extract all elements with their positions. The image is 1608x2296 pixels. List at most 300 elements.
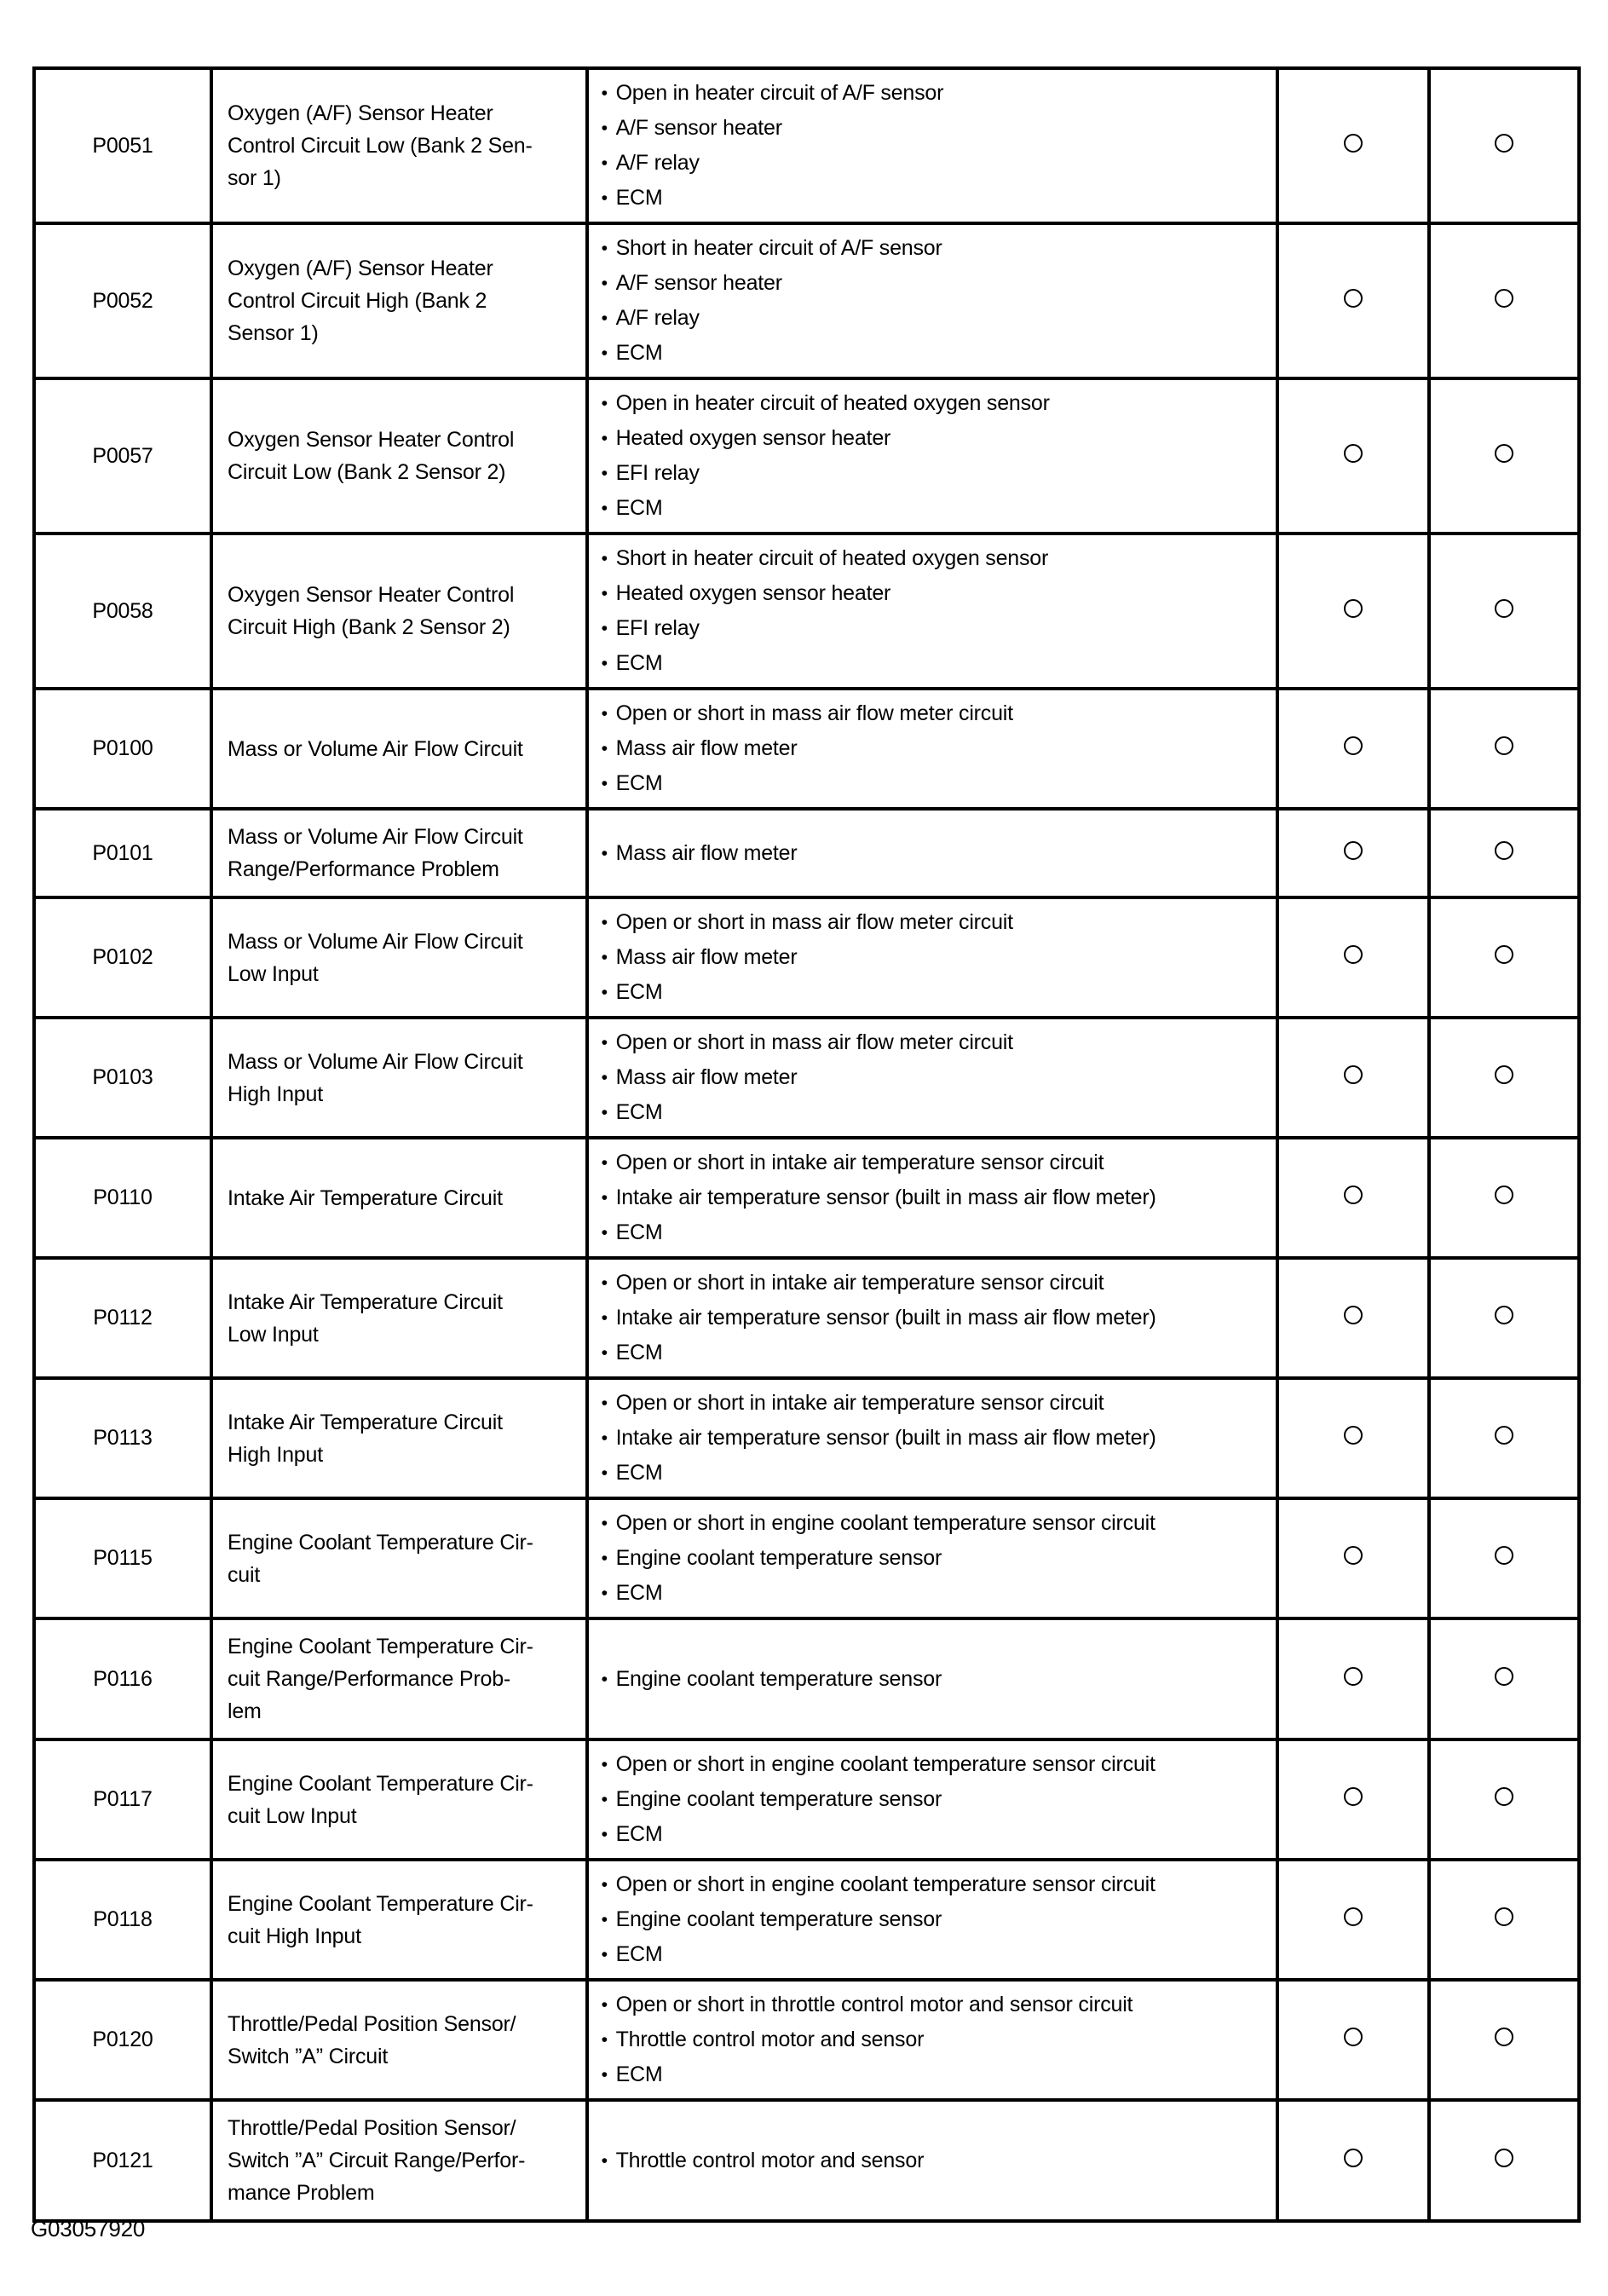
bullet-icon: • bbox=[601, 238, 608, 258]
bullet-icon: • bbox=[601, 1222, 608, 1243]
detection-item-cell bbox=[211, 68, 587, 223]
circle-marker-icon bbox=[1495, 1426, 1513, 1445]
marker-cell-2 bbox=[1429, 1018, 1579, 1138]
circle-marker-icon bbox=[1344, 1787, 1363, 1806]
circle-marker-icon bbox=[1495, 1667, 1513, 1686]
marker-cell-1 bbox=[1277, 1860, 1429, 1980]
marker-cell-2 bbox=[1429, 2100, 1579, 2221]
trouble-area-text: Open in heater circuit of heated oxygen sensor bbox=[615, 391, 1050, 415]
trouble-area-line bbox=[601, 266, 1269, 301]
detection-item-cell bbox=[211, 223, 587, 378]
detection-item-cell bbox=[211, 689, 587, 809]
trouble-area-line bbox=[601, 2022, 1269, 2057]
detection-item-line: mance Problem bbox=[228, 2181, 375, 2205]
trouble-area-text: EFI relay bbox=[615, 616, 700, 640]
marker-cell-2 bbox=[1429, 897, 1579, 1018]
dtc-code-cell: P0051 bbox=[34, 68, 211, 223]
bullet-icon: • bbox=[601, 1393, 608, 1413]
table-row bbox=[34, 1378, 1579, 1498]
trouble-area-cell bbox=[587, 897, 1277, 1018]
trouble-area-text: ECM bbox=[615, 1822, 663, 1846]
detection-item-line: Throttle/Pedal Position Sensor/ bbox=[228, 2116, 516, 2140]
table-row bbox=[34, 1980, 1579, 2100]
dtc-code-cell: P0110 bbox=[34, 1138, 211, 1258]
trouble-area-cell bbox=[587, 1618, 1277, 1739]
bullet-icon: • bbox=[601, 308, 608, 328]
circle-marker-icon bbox=[1344, 134, 1363, 153]
trouble-area-text: Open or short in intake air temperature sensor circuit bbox=[615, 1391, 1104, 1415]
bullet-icon: • bbox=[601, 1032, 608, 1053]
marker-cell-1 bbox=[1277, 1018, 1429, 1138]
trouble-area-text: ECM bbox=[615, 1581, 663, 1605]
detection-item-line: Switch ”A” Circuit bbox=[228, 2044, 389, 2068]
dtc-code-cell: P0101 bbox=[34, 809, 211, 897]
trouble-area-text: ECM bbox=[615, 2062, 663, 2086]
trouble-area-line bbox=[601, 836, 1269, 871]
trouble-area-line bbox=[601, 111, 1269, 146]
bullet-icon: • bbox=[601, 1342, 608, 1363]
detection-item-line: cuit bbox=[228, 1562, 261, 1587]
detection-item-line: Circuit Low (Bank 2 Sensor 2) bbox=[228, 460, 506, 484]
detection-item-line: Throttle/Pedal Position Sensor/ bbox=[228, 2011, 516, 2036]
circle-marker-icon bbox=[1344, 1185, 1363, 1204]
trouble-area-text: Heated oxygen sensor heater bbox=[615, 581, 891, 605]
detection-item-line: Oxygen Sensor Heater Control bbox=[228, 428, 515, 452]
circle-marker-icon bbox=[1495, 1185, 1513, 1204]
detection-item-line: High Input bbox=[228, 1082, 323, 1106]
marker-cell-2 bbox=[1429, 1739, 1579, 1860]
bullet-icon: • bbox=[601, 982, 608, 1002]
trouble-area-cell bbox=[587, 689, 1277, 809]
bullet-icon: • bbox=[601, 2029, 608, 2050]
trouble-area-line bbox=[601, 905, 1269, 940]
detection-item-cell bbox=[211, 1258, 587, 1378]
trouble-area-line bbox=[601, 975, 1269, 1010]
marker-cell-1 bbox=[1277, 534, 1429, 689]
trouble-area-line bbox=[601, 1576, 1269, 1611]
trouble-area-line bbox=[601, 2143, 1269, 2178]
trouble-area-text: Mass air flow meter bbox=[615, 736, 798, 760]
table-row bbox=[34, 68, 1579, 223]
trouble-area-text: Mass air flow meter bbox=[615, 840, 798, 865]
bullet-icon: • bbox=[601, 1067, 608, 1087]
detection-item-line: Engine Coolant Temperature Cir- bbox=[228, 1635, 533, 1659]
bullet-icon: • bbox=[601, 1462, 608, 1483]
dtc-code-cell: P0121 bbox=[34, 2100, 211, 2221]
marker-cell-2 bbox=[1429, 1860, 1579, 1980]
trouble-area-text: Throttle control motor and sensor bbox=[615, 2148, 925, 2172]
marker-cell-1 bbox=[1277, 1378, 1429, 1498]
trouble-area-line bbox=[601, 1180, 1269, 1215]
marker-cell-1 bbox=[1277, 223, 1429, 378]
detection-item-line: Intake Air Temperature Circuit bbox=[228, 1289, 503, 1314]
trouble-area-text: Open or short in engine coolant temperature sensor circuit bbox=[615, 1752, 1156, 1776]
marker-cell-2 bbox=[1429, 68, 1579, 223]
circle-marker-icon bbox=[1344, 1907, 1363, 1926]
bullet-icon: • bbox=[601, 618, 608, 638]
trouble-area-line bbox=[601, 1541, 1269, 1576]
circle-marker-icon bbox=[1495, 444, 1513, 463]
trouble-area-line bbox=[601, 1215, 1269, 1250]
table-row bbox=[34, 534, 1579, 689]
trouble-area-text: Open or short in intake air temperature sensor circuit bbox=[615, 1271, 1104, 1295]
detection-item-line: Oxygen (A/F) Sensor Heater bbox=[228, 101, 493, 125]
marker-cell-2 bbox=[1429, 1138, 1579, 1258]
detection-item-line: Low Input bbox=[228, 1322, 319, 1347]
circle-marker-icon bbox=[1344, 1306, 1363, 1324]
trouble-area-line bbox=[601, 146, 1269, 181]
trouble-area-cell bbox=[587, 1138, 1277, 1258]
bullet-icon: • bbox=[601, 1152, 608, 1173]
marker-cell-2 bbox=[1429, 1980, 1579, 2100]
circle-marker-icon bbox=[1344, 1667, 1363, 1686]
bullet-icon: • bbox=[601, 1754, 608, 1774]
marker-cell-1 bbox=[1277, 2100, 1429, 2221]
marker-cell-1 bbox=[1277, 1138, 1429, 1258]
table-row bbox=[34, 809, 1579, 897]
trouble-area-line bbox=[601, 1301, 1269, 1335]
detection-item-cell bbox=[211, 534, 587, 689]
bullet-icon: • bbox=[601, 1874, 608, 1895]
bullet-icon: • bbox=[601, 2064, 608, 2085]
detection-item-cell bbox=[211, 1018, 587, 1138]
trouble-area-line bbox=[601, 491, 1269, 526]
trouble-area-line bbox=[601, 1266, 1269, 1301]
bullet-icon: • bbox=[601, 773, 608, 793]
trouble-area-line bbox=[601, 576, 1269, 611]
detection-item-line: Oxygen (A/F) Sensor Heater bbox=[228, 257, 493, 280]
bullet-icon: • bbox=[601, 548, 608, 568]
dtc-code-cell: P0113 bbox=[34, 1378, 211, 1498]
bullet-icon: • bbox=[601, 653, 608, 673]
bullet-icon: • bbox=[601, 187, 608, 208]
bullet-icon: • bbox=[601, 1102, 608, 1122]
trouble-area-line bbox=[601, 1867, 1269, 1902]
circle-marker-icon bbox=[1495, 1065, 1513, 1084]
bullet-icon: • bbox=[601, 343, 608, 363]
trouble-area-line bbox=[601, 1937, 1269, 1972]
trouble-area-text: Intake air temperature sensor (built in mass air flow meter) bbox=[615, 1306, 1156, 1330]
marker-cell-1 bbox=[1277, 1739, 1429, 1860]
circle-marker-icon bbox=[1495, 841, 1513, 860]
bullet-icon: • bbox=[601, 2149, 608, 2171]
detection-item-line: Engine Coolant Temperature Cir- bbox=[228, 1530, 533, 1555]
bullet-icon: • bbox=[601, 1668, 608, 1689]
detection-item-cell bbox=[211, 1138, 587, 1258]
marker-cell-1 bbox=[1277, 1618, 1429, 1739]
circle-marker-icon bbox=[1495, 134, 1513, 153]
trouble-area-text: A/F relay bbox=[615, 151, 700, 175]
trouble-area-text: ECM bbox=[615, 1220, 663, 1244]
detection-item-line: Intake Air Temperature Circuit bbox=[228, 1410, 503, 1434]
table-row bbox=[34, 378, 1579, 534]
detection-item-line: cuit Range/Performance Prob- bbox=[228, 1667, 511, 1691]
bullet-icon: • bbox=[601, 118, 608, 138]
trouble-area-text: Open or short in mass air flow meter circuit bbox=[615, 910, 1013, 934]
trouble-area-text: A/F sensor heater bbox=[615, 271, 782, 295]
detection-item-line: Engine Coolant Temperature Cir- bbox=[228, 1771, 533, 1796]
dtc-code-cell: P0100 bbox=[34, 689, 211, 809]
trouble-area-line bbox=[601, 231, 1269, 266]
detection-item-cell bbox=[211, 378, 587, 534]
trouble-area-line bbox=[601, 1095, 1269, 1130]
bullet-icon: • bbox=[601, 1824, 608, 1844]
trouble-area-line bbox=[601, 181, 1269, 216]
bullet-icon: • bbox=[601, 1583, 608, 1603]
table-row bbox=[34, 1739, 1579, 1860]
dtc-code-cell: P0057 bbox=[34, 378, 211, 534]
trouble-area-text: A/F sensor heater bbox=[615, 116, 782, 140]
trouble-area-text: Open or short in engine coolant temperature sensor circuit bbox=[615, 1511, 1156, 1535]
trouble-area-text: EFI relay bbox=[615, 461, 700, 485]
trouble-area-text: Open or short in mass air flow meter circuit bbox=[615, 1030, 1013, 1054]
circle-marker-icon bbox=[1495, 1907, 1513, 1926]
trouble-area-line bbox=[601, 421, 1269, 456]
trouble-area-cell bbox=[587, 1018, 1277, 1138]
circle-marker-icon bbox=[1344, 599, 1363, 618]
detection-item-cell bbox=[211, 809, 587, 897]
trouble-area-line bbox=[601, 1506, 1269, 1541]
detection-item-cell bbox=[211, 1618, 587, 1739]
trouble-area-text: ECM bbox=[615, 1100, 663, 1124]
bullet-icon: • bbox=[601, 1187, 608, 1208]
marker-cell-2 bbox=[1429, 1378, 1579, 1498]
bullet-icon: • bbox=[601, 1994, 608, 2015]
dtc-table bbox=[32, 66, 1581, 2223]
trouble-area-line bbox=[601, 541, 1269, 576]
trouble-area-text: Open in heater circuit of A/F sensor bbox=[615, 81, 944, 105]
trouble-area-text: Heated oxygen sensor heater bbox=[615, 426, 891, 450]
circle-marker-icon bbox=[1495, 736, 1513, 755]
dtc-table-body bbox=[34, 68, 1579, 2221]
dtc-code-cell: P0116 bbox=[34, 1618, 211, 1739]
trouble-area-text: Intake air temperature sensor (built in mass air flow meter) bbox=[615, 1426, 1156, 1450]
trouble-area-cell bbox=[587, 378, 1277, 534]
trouble-area-text: Throttle control motor and sensor bbox=[615, 2028, 925, 2051]
circle-marker-icon bbox=[1495, 289, 1513, 308]
circle-marker-icon bbox=[1495, 599, 1513, 618]
circle-marker-icon bbox=[1495, 2149, 1513, 2167]
trouble-area-line bbox=[601, 1987, 1269, 2022]
detection-item-cell bbox=[211, 1860, 587, 1980]
trouble-area-line bbox=[601, 766, 1269, 801]
trouble-area-text: Open or short in intake air temperature sensor circuit bbox=[615, 1151, 1104, 1174]
trouble-area-line bbox=[601, 1060, 1269, 1095]
trouble-area-text: Open or short in engine coolant temperature sensor circuit bbox=[615, 1872, 1156, 1896]
trouble-area-text: Short in heater circuit of heated oxygen sensor bbox=[615, 546, 1049, 570]
trouble-area-line bbox=[601, 696, 1269, 731]
circle-marker-icon bbox=[1344, 1065, 1363, 1084]
marker-cell-1 bbox=[1277, 1498, 1429, 1618]
marker-cell-1 bbox=[1277, 378, 1429, 534]
trouble-area-line bbox=[601, 386, 1269, 421]
bullet-icon: • bbox=[601, 1428, 608, 1448]
trouble-area-line bbox=[601, 731, 1269, 766]
bullet-icon: • bbox=[601, 1944, 608, 1964]
trouble-area-line bbox=[601, 1662, 1269, 1697]
marker-cell-2 bbox=[1429, 689, 1579, 809]
table-row bbox=[34, 689, 1579, 809]
bullet-icon: • bbox=[601, 1307, 608, 1328]
detection-item-line: Sensor 1) bbox=[228, 321, 319, 345]
trouble-area-cell bbox=[587, 1860, 1277, 1980]
detection-item-line: sor 1) bbox=[228, 166, 281, 190]
table-row bbox=[34, 1138, 1579, 1258]
trouble-area-text: Engine coolant temperature sensor bbox=[615, 1546, 942, 1570]
trouble-area-line bbox=[601, 1456, 1269, 1491]
trouble-area-line bbox=[601, 1817, 1269, 1852]
circle-marker-icon bbox=[1495, 2028, 1513, 2046]
bullet-icon: • bbox=[601, 947, 608, 967]
detection-item-cell bbox=[211, 1498, 587, 1618]
trouble-area-text: Open or short in mass air flow meter circuit bbox=[615, 701, 1013, 725]
bullet-icon: • bbox=[601, 83, 608, 103]
table-row bbox=[34, 1860, 1579, 1980]
trouble-area-text: ECM bbox=[615, 771, 663, 795]
trouble-area-cell bbox=[587, 1378, 1277, 1498]
bullet-icon: • bbox=[601, 1909, 608, 1930]
detection-item-line: Low Input bbox=[228, 961, 319, 986]
detection-item-cell bbox=[211, 897, 587, 1018]
detection-item-cell bbox=[211, 1378, 587, 1498]
trouble-area-cell bbox=[587, 534, 1277, 689]
trouble-area-line bbox=[601, 1747, 1269, 1782]
circle-marker-icon bbox=[1344, 945, 1363, 964]
dtc-code-cell: P0117 bbox=[34, 1739, 211, 1860]
table-row bbox=[34, 1018, 1579, 1138]
detection-item-line: Circuit High (Bank 2 Sensor 2) bbox=[228, 615, 510, 639]
dtc-code-cell: P0115 bbox=[34, 1498, 211, 1618]
trouble-area-text: Engine coolant temperature sensor bbox=[615, 1666, 942, 1691]
marker-cell-1 bbox=[1277, 1980, 1429, 2100]
trouble-area-text: ECM bbox=[615, 1341, 663, 1364]
detection-item-line: Control Circuit Low (Bank 2 Sen- bbox=[228, 134, 533, 158]
trouble-area-text: Engine coolant temperature sensor bbox=[615, 1787, 942, 1811]
detection-item-line: cuit Low Input bbox=[228, 1803, 357, 1828]
marker-cell-1 bbox=[1277, 689, 1429, 809]
trouble-area-text: ECM bbox=[615, 980, 663, 1004]
trouble-area-line bbox=[601, 1902, 1269, 1937]
trouble-area-line bbox=[601, 646, 1269, 681]
trouble-area-line bbox=[601, 1421, 1269, 1456]
circle-marker-icon bbox=[1344, 1426, 1363, 1445]
table-row bbox=[34, 897, 1579, 1018]
trouble-area-line bbox=[601, 1025, 1269, 1060]
trouble-area-text: ECM bbox=[615, 651, 663, 675]
trouble-area-line bbox=[601, 76, 1269, 111]
dtc-code-cell: P0118 bbox=[34, 1860, 211, 1980]
bullet-icon: • bbox=[601, 273, 608, 293]
trouble-area-text: Engine coolant temperature sensor bbox=[615, 1907, 942, 1931]
marker-cell-2 bbox=[1429, 1498, 1579, 1618]
trouble-area-cell bbox=[587, 1739, 1277, 1860]
bullet-icon: • bbox=[601, 912, 608, 932]
detection-item-line: Mass or Volume Air Flow Circuit bbox=[228, 825, 523, 849]
detection-item-line: Mass or Volume Air Flow Circuit bbox=[228, 1049, 523, 1074]
bullet-icon: • bbox=[601, 842, 608, 863]
bullet-icon: • bbox=[601, 1513, 608, 1533]
trouble-area-cell bbox=[587, 1498, 1277, 1618]
trouble-area-text: Mass air flow meter bbox=[615, 945, 798, 969]
detection-item-cell bbox=[211, 1739, 587, 1860]
trouble-area-text: Mass air flow meter bbox=[615, 1065, 798, 1089]
circle-marker-icon bbox=[1344, 289, 1363, 308]
trouble-area-line bbox=[601, 336, 1269, 371]
circle-marker-icon bbox=[1344, 841, 1363, 860]
trouble-area-text: ECM bbox=[615, 186, 663, 210]
bullet-icon: • bbox=[601, 1548, 608, 1568]
circle-marker-icon bbox=[1495, 1306, 1513, 1324]
marker-cell-2 bbox=[1429, 223, 1579, 378]
trouble-area-text: Short in heater circuit of A/F sensor bbox=[615, 236, 942, 260]
trouble-area-line bbox=[601, 301, 1269, 336]
trouble-area-line bbox=[601, 1386, 1269, 1421]
trouble-area-text: ECM bbox=[615, 1461, 663, 1485]
table-row bbox=[34, 2100, 1579, 2221]
bullet-icon: • bbox=[601, 153, 608, 173]
bullet-icon: • bbox=[601, 1272, 608, 1293]
trouble-area-line bbox=[601, 2057, 1269, 2092]
marker-cell-1 bbox=[1277, 809, 1429, 897]
marker-cell-1 bbox=[1277, 897, 1429, 1018]
bullet-icon: • bbox=[601, 738, 608, 759]
detection-item-line: Mass or Volume Air Flow Circuit bbox=[228, 736, 523, 761]
circle-marker-icon bbox=[1495, 1546, 1513, 1565]
marker-cell-2 bbox=[1429, 534, 1579, 689]
circle-marker-icon bbox=[1344, 2028, 1363, 2046]
detection-item-line: Control Circuit High (Bank 2 bbox=[228, 289, 487, 313]
trouble-area-cell bbox=[587, 809, 1277, 897]
detection-item-line: cuit High Input bbox=[228, 1924, 361, 1948]
marker-cell-1 bbox=[1277, 68, 1429, 223]
detection-item-line: Oxygen Sensor Heater Control bbox=[228, 583, 515, 607]
marker-cell-2 bbox=[1429, 1618, 1579, 1739]
trouble-area-text: ECM bbox=[615, 496, 663, 520]
trouble-area-cell bbox=[587, 1980, 1277, 2100]
trouble-area-line bbox=[601, 940, 1269, 975]
trouble-area-cell bbox=[587, 1258, 1277, 1378]
detection-item-cell bbox=[211, 1980, 587, 2100]
figure-id: G03057920 bbox=[31, 2216, 146, 2241]
table-row bbox=[34, 1258, 1579, 1378]
trouble-area-cell bbox=[587, 2100, 1277, 2221]
bullet-icon: • bbox=[601, 428, 608, 448]
detection-item-line: High Input bbox=[228, 1442, 323, 1467]
trouble-area-line bbox=[601, 1782, 1269, 1817]
detection-item-line: Range/Performance Problem bbox=[228, 857, 499, 881]
trouble-area-text: ECM bbox=[615, 1942, 663, 1966]
bullet-icon: • bbox=[601, 583, 608, 603]
detection-item-line: lem bbox=[228, 1699, 262, 1723]
marker-cell-1 bbox=[1277, 1258, 1429, 1378]
detection-item-line: Engine Coolant Temperature Cir- bbox=[228, 1891, 533, 1916]
table-row bbox=[34, 1498, 1579, 1618]
dtc-code-cell: P0112 bbox=[34, 1258, 211, 1378]
detection-item-line: Switch ”A” Circuit Range/Perfor- bbox=[228, 2149, 526, 2172]
dtc-code-cell: P0052 bbox=[34, 223, 211, 378]
circle-marker-icon bbox=[1344, 444, 1363, 463]
bullet-icon: • bbox=[601, 463, 608, 483]
trouble-area-text: A/F relay bbox=[615, 306, 700, 330]
trouble-area-text: Intake air temperature sensor (built in mass air flow meter) bbox=[615, 1185, 1156, 1209]
circle-marker-icon bbox=[1495, 1787, 1513, 1806]
trouble-area-cell bbox=[587, 68, 1277, 223]
dtc-code-cell: P0103 bbox=[34, 1018, 211, 1138]
trouble-area-line bbox=[601, 611, 1269, 646]
trouble-area-line bbox=[601, 456, 1269, 491]
marker-cell-2 bbox=[1429, 809, 1579, 897]
trouble-area-cell bbox=[587, 223, 1277, 378]
